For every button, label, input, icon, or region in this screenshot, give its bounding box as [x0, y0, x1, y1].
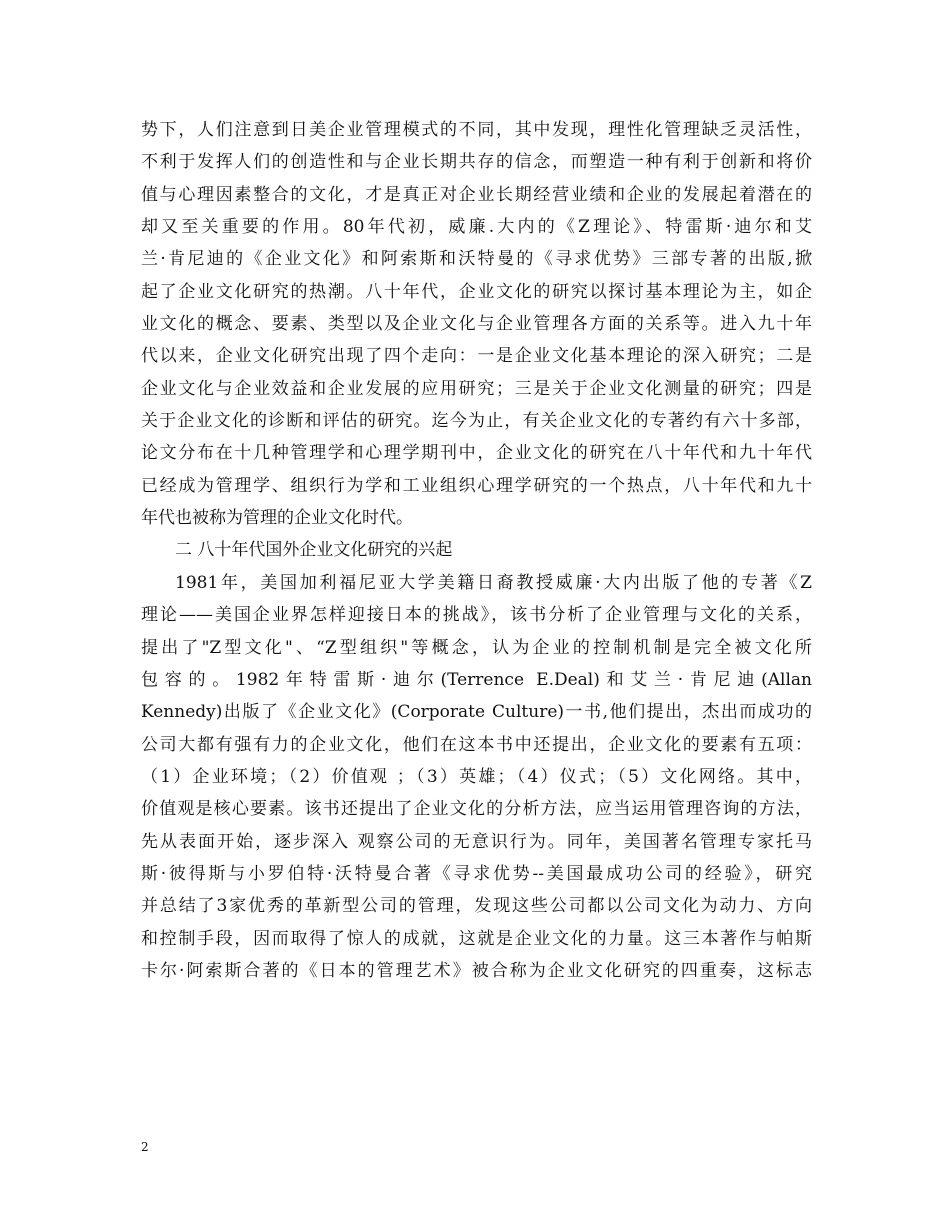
text-line: 包容的。1982年特雷斯·迪尔(Terrence E.Deal)和艾兰·肯尼迪(Allan	[141, 669, 812, 690]
text-line: 和控制手段，因而取得了惊人的成就，这就是企业文化的力量。这三本著作与帕斯	[141, 928, 812, 949]
text-line: 企业文化与企业效益和企业发展的应用研究；三是关于企业文化测量的研究；四是	[141, 378, 812, 399]
text-line: Kennedy)出版了《企业文化》(Corporate Culture)一书,他们提出，杰出而成功的	[141, 702, 812, 723]
text-line: 兰·肯尼迪的《企业文化》和阿索斯和沃特曼的《寻求优势》三部专著的出版,掀	[141, 249, 812, 270]
text-line: 理论——美国企业界怎样迎接日本的挑战》，该书分析了企业管理与文化的关系，	[141, 605, 812, 626]
body-text	[141, 114, 812, 987]
text-line: 1981年，美国加利福尼亚大学美籍日裔教授威廉·大内出版了他的专著《Z	[175, 572, 812, 593]
text-line: 值与心理因素整合的文化，才是真正对企业长期经营业绩和企业的发展起着潜在的	[141, 184, 812, 205]
text-line: 代以来，企业文化研究出现了四个走向：一是企业文化基本理论的深入研究；二是	[141, 346, 812, 367]
text-line: 却又至关重要的作用。80年代初，威廉.大内的《Z理论》、特雷斯·迪尔和艾	[141, 217, 812, 238]
text-line: 并总结了3家优秀的革新型公司的管理，发现这些公司都以公司文化为动力、方向	[141, 896, 812, 917]
section-heading: 二 八十年代国外企业文化研究的兴起	[175, 540, 453, 561]
text-line: 关于企业文化的诊断和评估的研究。迄今为止，有关企业文化的专著约有六十多部，	[141, 411, 812, 432]
text-line: 年代也被称为管理的企业文化时代。	[141, 508, 413, 529]
text-line: 起了企业文化研究的热潮。八十年代，企业文化的研究以探讨基本理论为主，如企	[141, 281, 812, 302]
text-line: 不利于发挥人们的创造性和与企业长期共存的信念，而塑造一种有利于创新和将价	[141, 152, 812, 173]
text-line: 提出了"Z型文化"、“Z型组织"等概念，认为企业的控制机制是完全被文化所	[141, 637, 812, 658]
text-line: 业文化的概念、要素、类型以及企业文化与企业管理各方面的关系等。进入九十年	[141, 314, 812, 335]
text-line: 已经成为管理学、组织行为学和工业组织心理学研究的一个热点，八十年代和九十	[141, 475, 812, 496]
text-line: 价值观是核心要素。该书还提出了企业文化的分析方法，应当运用管理咨询的方法，	[141, 799, 812, 820]
text-line: （1）企业环境；（2）价值观 ；（3）英雄；（4）仪式；（5）文化网络。其中，	[141, 766, 812, 787]
text-line: 公司大都有强有力的企业文化，他们在这本书中还提出，企业文化的要素有五项：	[141, 734, 812, 755]
text-line: 斯·彼得斯与小罗伯特·沃特曼合著《寻求优势--美国最成功公司的经验》，研究	[141, 863, 812, 884]
paragraph-1	[141, 114, 812, 534]
text-line: 论文分布在十几种管理学和心理学期刊中，企业文化的研究在八十年代和九十年代	[141, 443, 812, 464]
paragraph-2	[141, 567, 812, 987]
page-number: 2	[141, 1140, 149, 1154]
text-line: 势下，人们注意到日美企业管理模式的不同，其中发现，理性化管理缺乏灵活性，	[141, 120, 812, 140]
text-line: 先从表面开始，逐步深入 观察公司的无意识行为。同年，美国著名管理专家托马	[141, 831, 812, 852]
text-line: 卡尔·阿索斯合著的《日本的管理艺术》被合称为企业文化研究的四重奏，这标志	[141, 960, 812, 981]
